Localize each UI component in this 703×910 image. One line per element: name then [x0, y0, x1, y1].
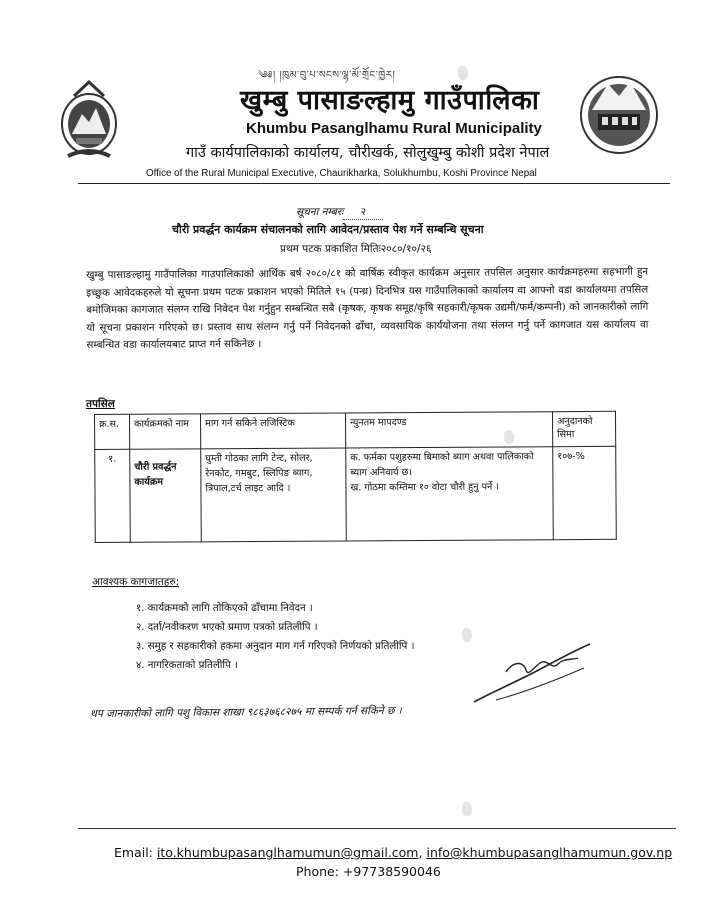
- col-header-sn: क्र.स.: [95, 414, 130, 449]
- program-name: चौरी प्रवर्द्धन कार्यक्रम: [134, 461, 177, 488]
- notice-subject: चौरी प्रवर्द्धन कार्यक्रम संचालनको लागि आवेदन/प्रस्ताव पेश गर्ने सम्बन्धि सूचना: [172, 223, 484, 236]
- notice-number: [296, 205, 383, 220]
- list-item: १. कार्यक्रमको लागि तोकिएको ढाँचामा निवेदन ।: [136, 603, 313, 614]
- email-label: Email:: [114, 845, 153, 860]
- email-separator: ,: [418, 845, 423, 860]
- published-date: प्रथम पटक प्रकाशित मितिः२०८०/१०/२६: [280, 243, 432, 255]
- notice-number-value: २: [343, 205, 383, 220]
- signature: [466, 640, 596, 710]
- col-header-program: कार्यक्रमको नाम: [130, 414, 201, 449]
- office-address-nepali: गाउँ कार्यपालिकाको कार्यालय, चौरीखर्क, सोलुखुम्बु कोशी प्रदेश नेपाल: [186, 145, 550, 161]
- cell-sn: १.: [95, 449, 131, 542]
- paper-smudge: [462, 628, 472, 642]
- cell-program: [130, 449, 202, 542]
- header-divider: [78, 183, 670, 184]
- required-docs-list: [136, 599, 414, 675]
- required-docs-heading: आवश्यक कागजातहरु:: [92, 576, 180, 588]
- table-header-row: [95, 411, 616, 449]
- list-item: २. दर्ता/नवीकरण भएको प्रमाण पत्रको प्रतिलीपि ।: [136, 622, 318, 633]
- footer-divider: [78, 828, 676, 829]
- paper-smudge: [504, 430, 514, 444]
- tibetan-heading: ༄༅། །ཁུམ་བུ་པ་སངས་ལྷ་མོ་གྲོང་ཁྱེར།: [258, 70, 396, 81]
- details-heading: तपसिल: [86, 398, 115, 410]
- municipality-title-english: Khumbu Pasanglhamu Rural Municipality: [246, 120, 542, 137]
- cell-logistics: घुम्ती गोठका लागि टेन्ट, सोलर, रेनकोट, गमबुट, स्लिपिङ ब्याग, त्रिपाल,टर्च लाइट आदि ।: [201, 448, 347, 542]
- contact-note: थप जानकारीको लागि पशु विकास शाखा ९८६३७६८२७५ मा सम्पर्क गर्न सकिने छ ।: [90, 704, 402, 720]
- email-link-official[interactable]: info@khumbupasanglhamumun.gov.np: [426, 845, 673, 860]
- nepal-emblem-icon: [58, 76, 120, 166]
- paper-smudge: [458, 66, 468, 80]
- list-item: ३. समुह र सहकारीको हकमा अनुदान माग गर्न गरिएको निर्णयको प्रतिलीपि ।: [136, 641, 415, 652]
- footer-email: [114, 845, 672, 860]
- col-header-criteria: न्युनतम मापदण्ड: [345, 412, 552, 448]
- office-address-english: Office of the Rural Municipal Executive, Chaurikharka, Solukhumbu, Koshi Province Nepal: [146, 168, 537, 179]
- notice-body: खुम्बु पासाङल्हामु गाउँपालिका गाउपालिकाको आर्थिक बर्ष २०८०/८१ को वार्षिक स्वीकृत कार्यक्रम अनुसार तपसिल अनुसार कार्यक्रमहरुमा सहभागी हुन इच्छुक आवेदकहरुले यो सूचना प्रथम पटक प्रकाशन भएको मितिले १५ (पन्ध्र) दिनभित्र यस गाउँपालिकाको कार्यालय वा आफ्नो वडा कार्यालयमा तपसिल बमोजिमका कागजात संलग्न राखि निवेदन पेश गर्नुहुन सम्बन्धित सबै (कृषक, कृषक समूह/कृषि सहकारी/कृषक उद्यमी/फर्म/कम्पनी) को जानकारीको लागि यो सूचना प्रकाशन गरिएको छ। प्रस्ताव साथ संलग्न गर्नु पर्ने निवेदनको ढाँचा, व्यवसायिक कार्ययोजना तथा संलग्न गर्नु पर्ने कागजात यस कार्यालय वा सम्बन्धित वडा कार्यालयबाट प्राप्त गर्न सकिनेछ ।: [86, 266, 649, 352]
- paper-smudge: [462, 802, 472, 816]
- municipality-title-nepali: खुम्बु पासाङल्हामु गाउँपालिका: [240, 85, 540, 116]
- cell-criteria: क. फर्मका पशुहरुमा बिमाको ब्याग अथवा पालिकाको ब्याग अनिवार्य छ। ख. गोठमा कम्तिमा १० वोटा चौरी हुनु पर्ने ।: [346, 447, 554, 541]
- list-item: ४. नागरिकताको प्रतिलीपि ।: [136, 660, 238, 671]
- table-row: [95, 446, 617, 542]
- col-header-logistics: माग गर्न सकिने लजिस्टिक: [201, 413, 346, 449]
- notice-number-label: सूचना नम्बरः: [296, 206, 344, 218]
- cell-grant-limit: १०७-%: [553, 446, 617, 539]
- col-header-grant-limit: अनुदानको सिमा: [552, 411, 615, 446]
- program-table: [94, 411, 617, 543]
- municipality-logo-icon: [578, 70, 660, 160]
- footer-phone: Phone: +97738590046: [296, 864, 441, 879]
- email-link-gmail[interactable]: ito.khumbupasanglhamumun@gmail.com: [156, 845, 419, 860]
